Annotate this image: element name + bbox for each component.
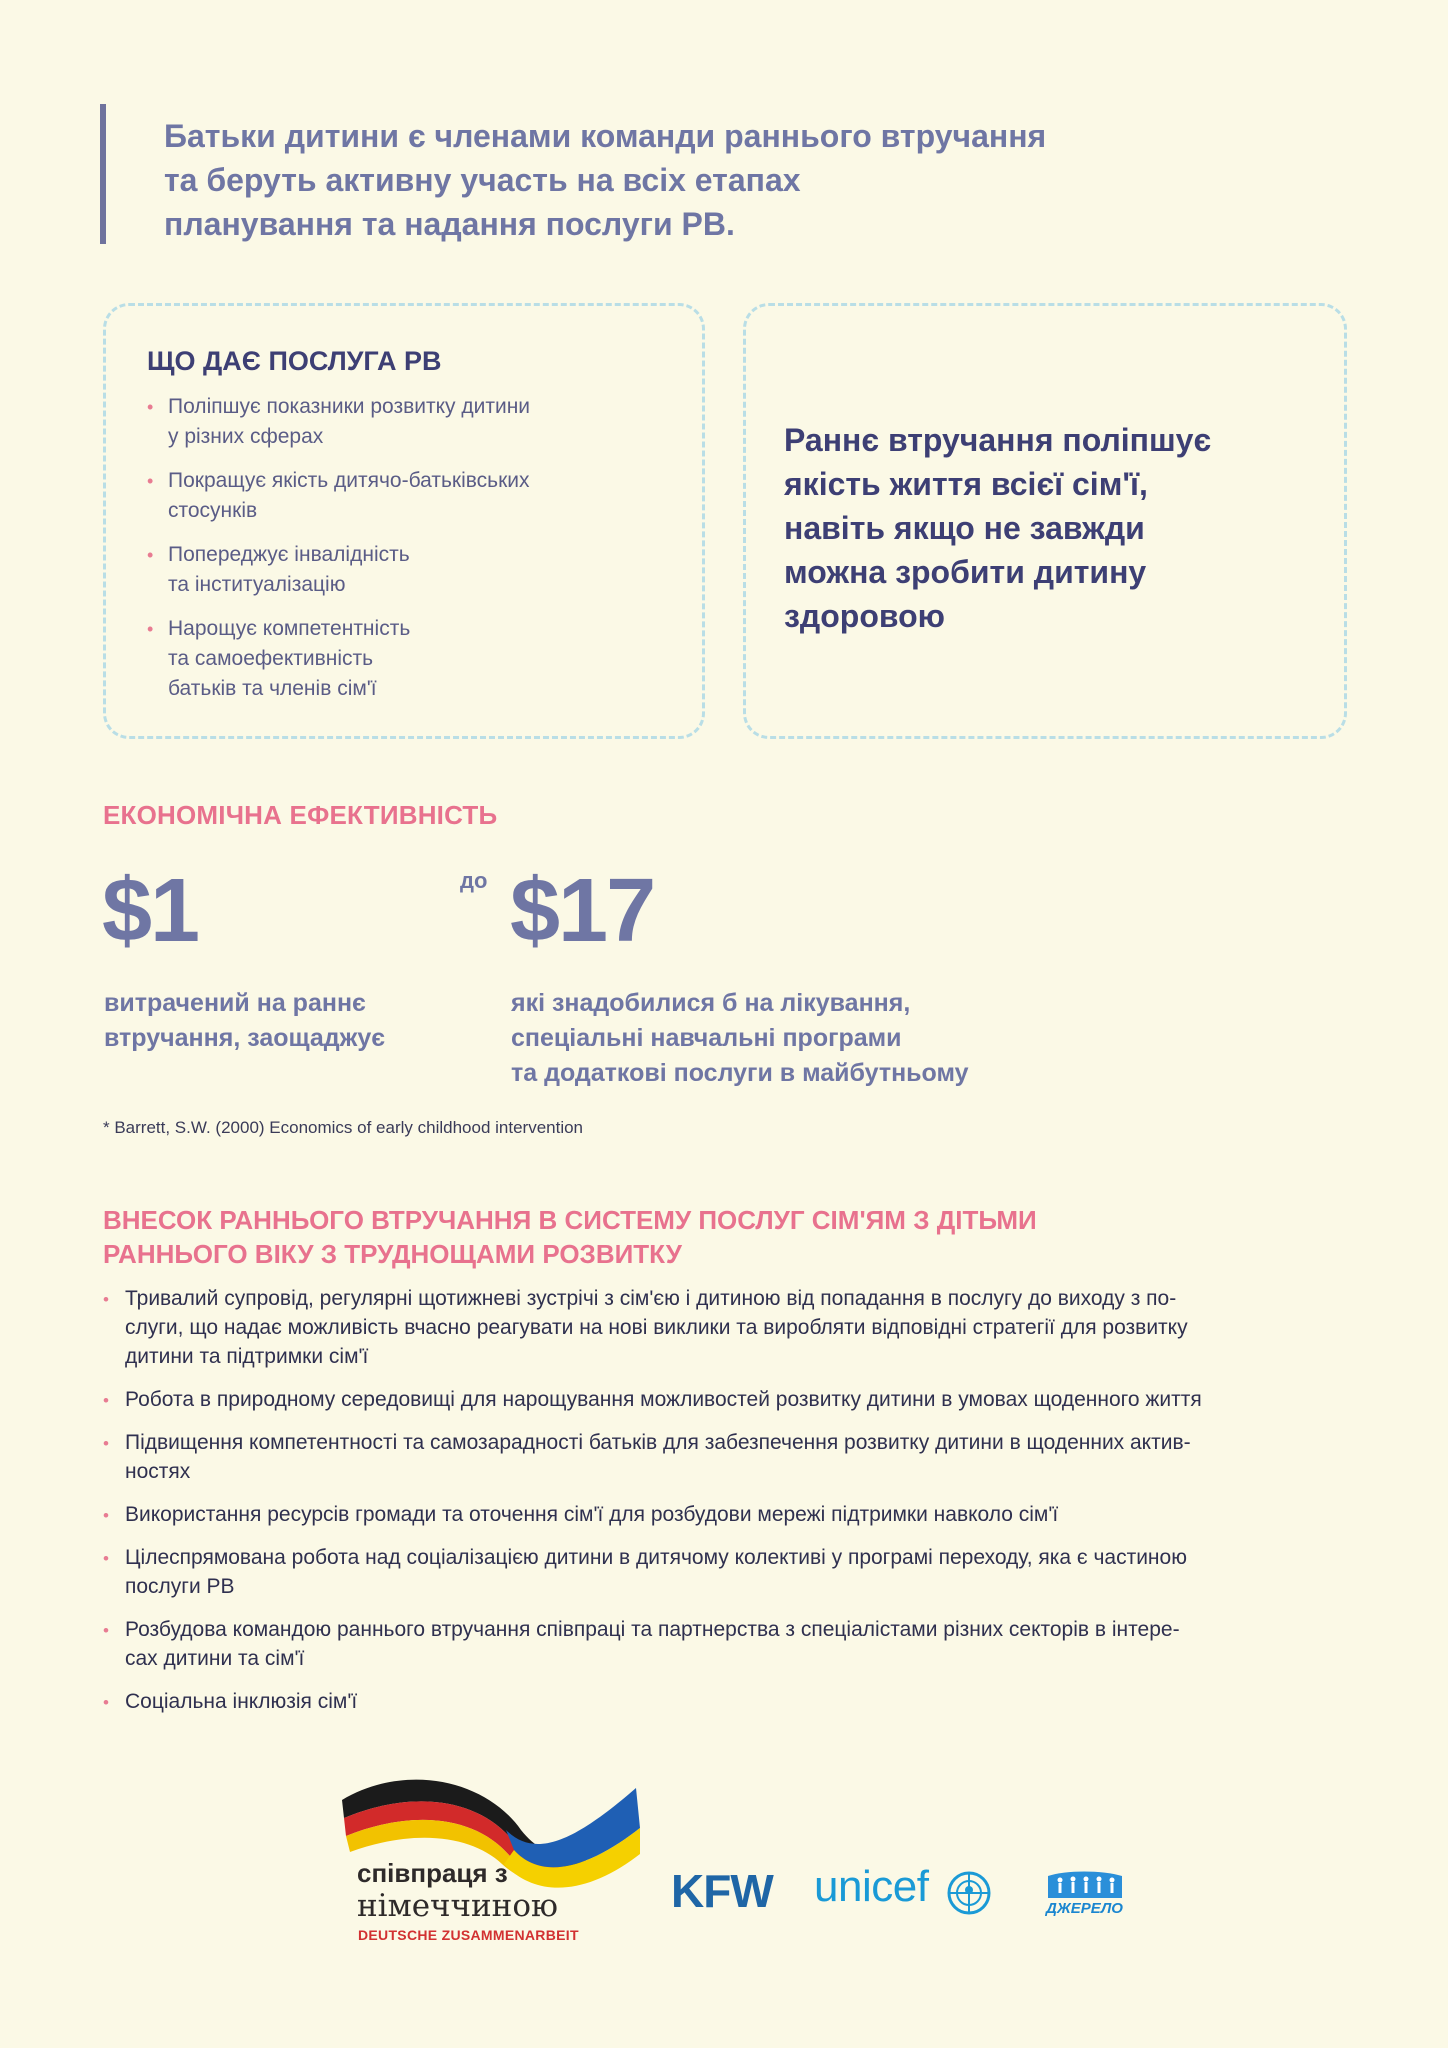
list-item-line: та інституалізацію <box>168 573 346 596</box>
list-item-line: • Підвищення компетентності та самозарадності батьків для забезпечення розвитку дитини в щоденних актив- <box>125 1431 1191 1454</box>
list-item <box>147 392 667 452</box>
list-item-line: сах дитини та сім'ї <box>125 1647 305 1670</box>
amount-saved: $17 <box>510 861 655 961</box>
title-line: РАННЬОГО ВІКУ З ТРУДНОЩАМИ РОЗВИТКУ <box>103 1239 682 1269</box>
caption-line: які знадобилися б на лікування, <box>511 989 911 1017</box>
list-item <box>147 466 667 526</box>
intro-line: та беруть активну участь на всіх етапах <box>164 162 801 198</box>
amount-connector: до <box>460 868 488 893</box>
amount-spent: $1 <box>102 861 199 961</box>
dzherelo-logo-icon <box>1046 1870 1124 1900</box>
list-item-line: • Нарощує компетентність <box>168 617 411 640</box>
list-item <box>103 1428 1348 1486</box>
kfw-logo: KFW <box>671 1865 773 1917</box>
list-item-line: • Цілеспрямована робота над соціалізацією дитини в дитячому колективі у програмі переходу, яка є частиною <box>125 1546 1187 1569</box>
list-item-line: • Використання ресурсів громади та оточення сім'ї для розбудови мережі підтримки навколо сім'ї <box>125 1503 1059 1526</box>
benefits-list <box>147 392 667 718</box>
contribution-title <box>103 1203 1037 1271</box>
list-item-line: стосунків <box>168 499 258 522</box>
caption-line: та додаткові послуги в майбутньому <box>511 1059 969 1087</box>
list-item-line: послуги РВ <box>125 1575 235 1598</box>
quote-line: якість життя всієї сім'ї, <box>784 466 1148 502</box>
unicef-logo: unicef <box>814 1862 929 1911</box>
saved-caption <box>511 986 969 1091</box>
list-item-line: у різних сферах <box>168 425 324 448</box>
list-item-line: • Розбудова командою раннього втручання співпраці та партнерства з спеціалістами різних секторів в інтере- <box>125 1618 1180 1641</box>
list-item <box>103 1284 1348 1371</box>
list-item <box>147 540 667 600</box>
list-item-line: • Тривалий супровід, регулярні щотижневі зустрічі з сім'єю і дитиною від попадання в послугу до виходу з по- <box>125 1287 1177 1310</box>
dzherelo-logo-text: ДЖЕРЕЛО <box>1046 1900 1123 1917</box>
list-item-line: • Соціальна інклюзія сім'ї <box>125 1690 358 1713</box>
list-item-line: дитини та підтримки сім'ї <box>125 1345 369 1368</box>
list-item <box>103 1615 1348 1673</box>
list-item <box>103 1687 1348 1716</box>
cooperation-text: німеччиною <box>357 1888 559 1924</box>
unicef-globe-icon <box>944 1868 994 1918</box>
quote-line: навіть якщо не завжди <box>784 510 1145 546</box>
list-item <box>103 1500 1348 1529</box>
cooperation-subtext: DEUTSCHE ZUSAMMENARBEIT <box>358 1927 579 1943</box>
caption-line: втручання, заощаджує <box>104 1024 386 1052</box>
list-item-line: • Попереджує інвалідність <box>168 543 410 566</box>
list-item <box>103 1385 1348 1414</box>
footnote: * Barrett, S.W. (2000) Economics of early childhood intervention <box>103 1118 584 1137</box>
quote-accent-bar <box>100 104 106 244</box>
spent-caption <box>104 986 385 1056</box>
list-item-line: слуги, що надає можливість вчасно реагувати на нові виклики та виробляти відповідні стратегії для розвитку <box>125 1316 1188 1339</box>
list-item-line: ностях <box>125 1460 191 1483</box>
list-item-line: • Робота в природному середовищі для нарощування можливостей розвитку дитини в умовах щоденного життя <box>125 1388 1202 1411</box>
list-item-line: • Покращує якість дитячо-батьківських <box>168 469 530 492</box>
list-item-line: батьків та членів сім'ї <box>168 677 377 700</box>
list-item-line: • Поліпшує показники розвитку дитини <box>168 395 531 418</box>
highlight-quote <box>784 418 1304 638</box>
cooperation-text: співпраця з <box>357 1858 508 1888</box>
quote-line: можна зробити дитину <box>784 554 1147 590</box>
economics-title: ЕКОНОМІЧНА ЕФЕКТИВНІСТЬ <box>103 800 498 830</box>
contribution-list <box>103 1284 1348 1730</box>
caption-line: спеціальні навчальні програми <box>511 1024 902 1052</box>
list-item <box>147 614 667 704</box>
list-item <box>103 1543 1348 1601</box>
quote-line: Раннє втручання поліпшує <box>784 422 1212 458</box>
title-line: ВНЕСОК РАННЬОГО ВТРУЧАННЯ В СИСТЕМУ ПОСЛУГ СІМ'ЯМ З ДІТЬМИ <box>103 1205 1037 1235</box>
quote-line: здоровою <box>784 598 945 634</box>
intro-line: планування та надання послуги РВ. <box>164 206 735 242</box>
intro-line: Батьки дитини є членами команди раннього втручання <box>164 118 1047 154</box>
intro-statement <box>164 114 1214 246</box>
list-item-line: та самоефективність <box>168 647 374 670</box>
benefits-title: ЩО ДАЄ ПОСЛУГА РВ <box>147 346 442 376</box>
caption-line: витрачений на раннє <box>104 989 366 1017</box>
